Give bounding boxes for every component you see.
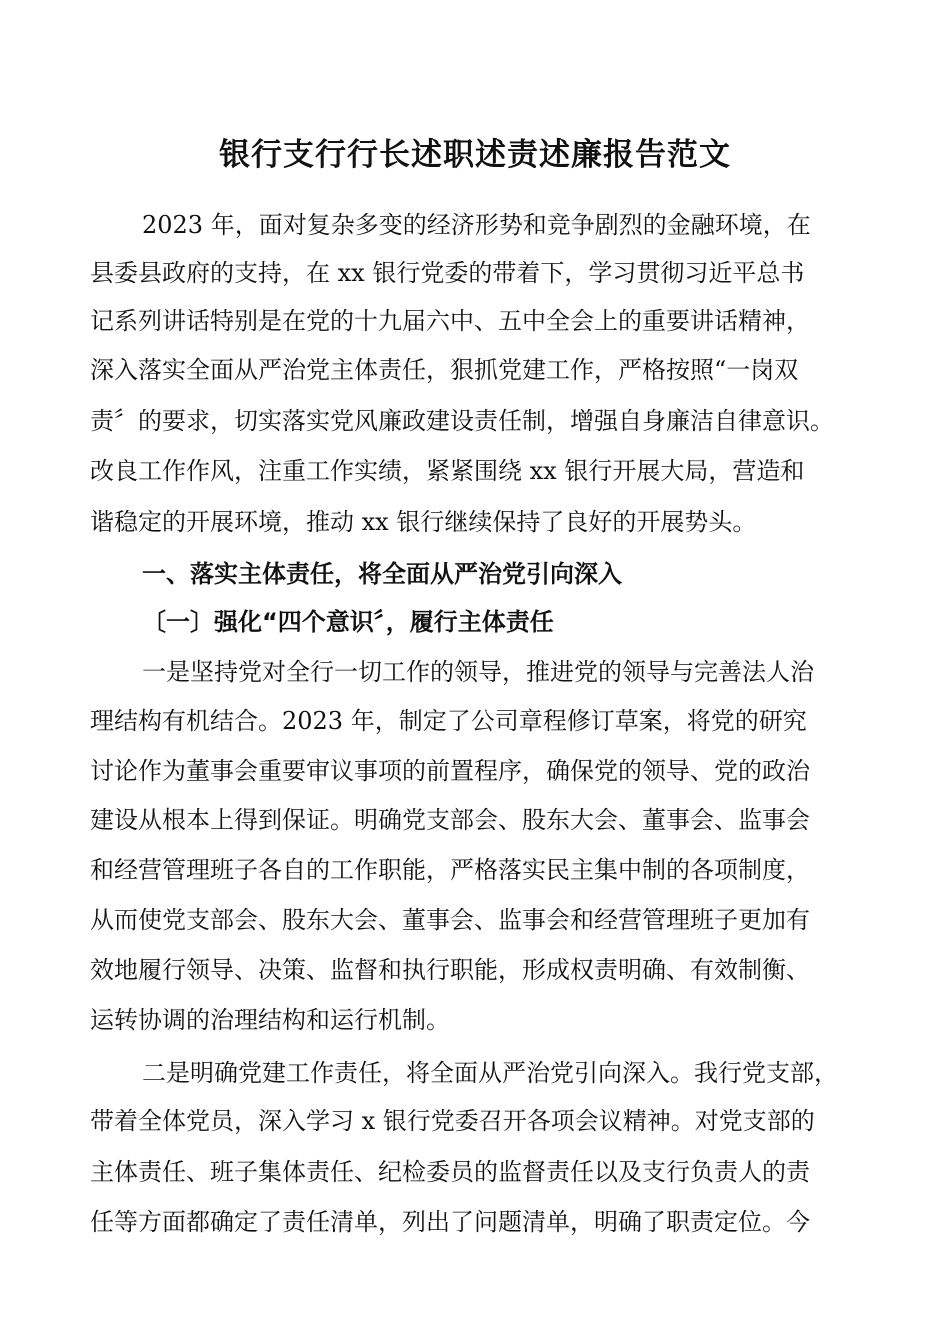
para1-line-8: 运转协调的治理结构和运行机制。 [90,1006,450,1034]
para1-line-7: 效地履行领导、决策、监督和执行职能，形成权责明确、有效制衡、 [90,956,810,984]
para2-line-3: 主体责任、班子集体责任、纪检委员的监督责任以及支行负责人的责 [90,1158,810,1186]
para2-line-2: 带着全体党员，深入学习 x 银行党委召开各项会议精神。对党支部的 [90,1107,815,1135]
document-title: 银行支行行长述职述责述廉报告范文 [219,137,731,173]
intro-line-2: 县委县政府的支持，在 xx 银行党委的带着下，学习贯彻习近平总书 [90,259,805,287]
intro-line-6: 改良工作作风，注重工作实绩，紧紧围绕 xx 银行开展大局，营造和 [90,457,805,485]
intro-line-4: 深入落实全面从严治党主体责任，狠抓党建工作，严格按照“一岗双 [90,356,799,384]
intro-line-3: 记系列讲话特别是在党的十九届六中、五中全会上的重要讲话精神， [90,307,810,335]
para1-line-2: 理结构有机结合。2023 年，制定了公司章程修订草案，将党的研究 [90,707,807,735]
para2-line-1: 二是明确党建工作责任，将全面从严治党引向深入。我行党支部， [142,1059,838,1087]
para1-line-5: 和经营管理班子各自的工作职能，严格落实民主集中制的各项制度， [90,856,810,884]
section-heading-1: 一、落实主体责任，将全面从严治党引向深入 [142,560,622,588]
subsection-heading-1: 〔一〕强化“四个意识〞，履行主体责任 [142,608,554,636]
para1-line-6: 从而使党支部会、股东大会、董事会、监事会和经营管理班子更加有 [90,906,810,934]
intro-line-1: 2023 年，面对复杂多变的经济形势和竞争剧烈的金融环境，在 [142,211,811,239]
intro-line-7: 谐稳定的开展环境，推动 xx 银行继续保持了良好的开展势头。 [90,508,757,536]
para1-line-3: 讨论作为董事会重要审议事项的前置程序，确保党的领导、党的政治 [90,757,810,785]
para2-line-4: 任等方面都确定了责任清单，列出了问题清单，明确了职责定位。今 [90,1208,810,1236]
para1-line-4: 建设从根本上得到保证。明确党支部会、股东大会、董事会、监事会 [90,806,810,834]
intro-line-5: 责〞的要求，切实落实党风廉政建设责任制，增强自身廉洁自律意识。 [90,407,834,435]
para1-line-1: 一是坚持党对全行一切工作的领导，推进党的领导与完善法人治 [142,658,814,686]
